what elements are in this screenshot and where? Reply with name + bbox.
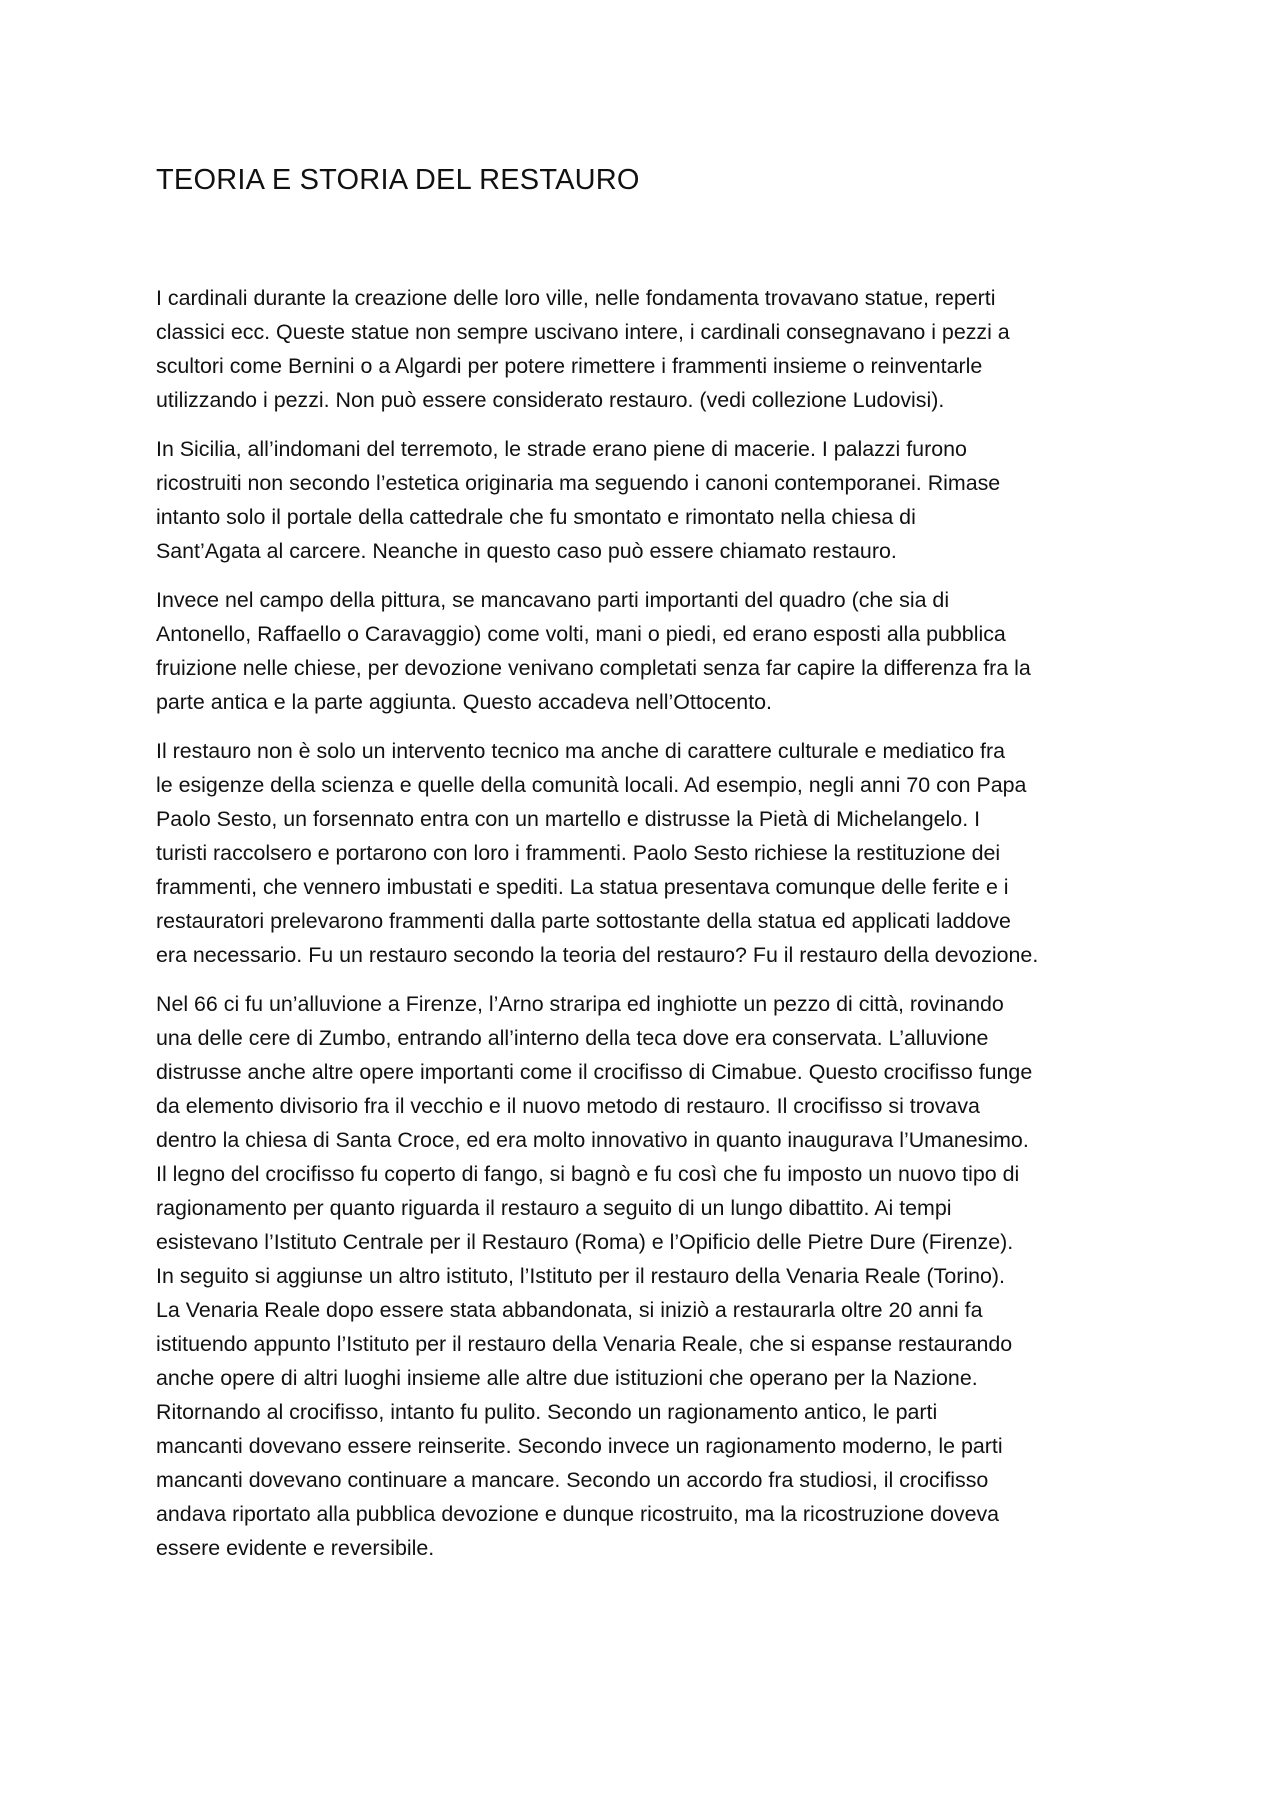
text-line: parte antica e la parte aggiunta. Questo accadeva nell’Ottocento. — [156, 690, 772, 714]
text-line: essere evidente e reversibile. — [156, 1536, 435, 1560]
text-line: La Venaria Reale dopo essere stata abbandonata, si iniziò a restaurarla oltre 20 anni fa — [156, 1298, 983, 1322]
text-line: In seguito si aggiunse un altro istituto, l’Istituto per il restauro della Venaria Reale (Torino). — [156, 1264, 1005, 1288]
text-line: utilizzando i pezzi. Non può essere considerato restauro. (vedi collezione Ludovisi). — [156, 388, 945, 412]
text-line: In Sicilia, all’indomani del terremoto, le strade erano piene di macerie. I palazzi furono — [156, 437, 967, 461]
text-line: mancanti dovevano continuare a mancare. Secondo un accordo fra studiosi, il crocifisso — [156, 1468, 989, 1492]
text-line: le esigenze della scienza e quelle della comunità locali. Ad esempio, negli anni 70 con Papa — [156, 773, 1027, 797]
text-line: Ritornando al crocifisso, intanto fu pulito. Secondo un ragionamento antico, le parti — [156, 1400, 938, 1424]
text-line: ricostruiti non secondo l’estetica originaria ma seguendo i canoni contemporanei. Rimase — [156, 471, 1001, 495]
text-line: mancanti dovevano essere reinserite. Secondo invece un ragionamento moderno, le parti — [156, 1434, 1003, 1458]
text-line: anche opere di altri luoghi insieme alle altre due istituzioni che operano per la Nazione. — [156, 1366, 978, 1390]
text-line: dentro la chiesa di Santa Croce, ed era molto innovativo in quanto inaugurava l’Umanesimo. — [156, 1128, 1029, 1152]
text-line: esistevano l’Istituto Centrale per il Restauro (Roma) e l’Opificio delle Pietre Dure (Firenze). — [156, 1230, 1014, 1254]
text-line: turisti raccolsero e portarono con loro i frammenti. Paolo Sesto richiese la restituzione dei — [156, 841, 1001, 865]
text-line: scultori come Bernini o a Algardi per potere rimettere i frammenti insieme o reinventarle — [156, 354, 983, 378]
text-line: una delle cere di Zumbo, entrando all’interno della teca dove era conservata. L’alluvione — [156, 1026, 989, 1050]
text-line: restauratori prelevarono frammenti dalla parte sottostante della statua ed applicati laddove — [156, 909, 1011, 933]
text-line: Sant’Agata al carcere. Neanche in questo caso può essere chiamato restauro. — [156, 539, 897, 563]
text-line: era necessario. Fu un restauro secondo la teoria del restauro? Fu il restauro della devozione. — [156, 943, 1039, 967]
document-title: TEORIA E STORIA DEL RESTAURO — [156, 164, 640, 196]
paragraph-sicilia — [156, 432, 1136, 568]
paragraph-pittura — [156, 583, 1136, 719]
text-line: distrusse anche altre opere importanti come il crocifisso di Cimabue. Questo crocifisso funge — [156, 1060, 1033, 1084]
text-line: andava riportato alla pubblica devozione e dunque ricostruito, ma la ricostruzione doveva — [156, 1502, 1000, 1526]
text-line: istituendo appunto l’Istituto per il restauro della Venaria Reale, che si espanse restaurando — [156, 1332, 1013, 1356]
text-line: Il legno del crocifisso fu coperto di fango, si bagnò e fu così che fu imposto un nuovo tipo di — [156, 1162, 1020, 1186]
text-line: da elemento divisorio fra il vecchio e il nuovo metodo di restauro. Il crocifisso si trovava — [156, 1094, 980, 1118]
text-line: frammenti, che vennero imbustati e spediti. La statua presentava comunque delle ferite e i — [156, 875, 1009, 899]
text-line: ragionamento per quanto riguarda il restauro a seguito di un lungo dibattito. Ai tempi — [156, 1196, 952, 1220]
paragraph-alluvione-firenze — [156, 987, 1136, 1565]
text-line: Il restauro non è solo un intervento tecnico ma anche di carattere culturale e mediatico fra — [156, 739, 1005, 763]
document-body — [156, 281, 1136, 1580]
text-line: Nel 66 ci fu un’alluvione a Firenze, l’Arno straripa ed inghiotte un pezzo di città, rovinando — [156, 992, 1004, 1016]
text-line: Antonello, Raffaello o Caravaggio) come volti, mani o piedi, ed erano esposti alla pubblica — [156, 622, 1006, 646]
text-line: classici ecc. Queste statue non sempre uscivano intere, i cardinali consegnavano i pezzi a — [156, 320, 1010, 344]
text-line: I cardinali durante la creazione delle loro ville, nelle fondamenta trovavano statue, reperti — [156, 286, 996, 310]
text-line: Paolo Sesto, un forsennato entra con un martello e distrusse la Pietà di Michelangelo. I — [156, 807, 981, 831]
paragraph-cardinali — [156, 281, 1136, 417]
text-line: fruizione nelle chiese, per devozione venivano completati senza far capire la differenza fra la — [156, 656, 1031, 680]
paragraph-restauro-mediatico — [156, 734, 1136, 972]
text-line: intanto solo il portale della cattedrale che fu smontato e rimontato nella chiesa di — [156, 505, 916, 529]
text-line: Invece nel campo della pittura, se mancavano parti importanti del quadro (che sia di — [156, 588, 950, 612]
